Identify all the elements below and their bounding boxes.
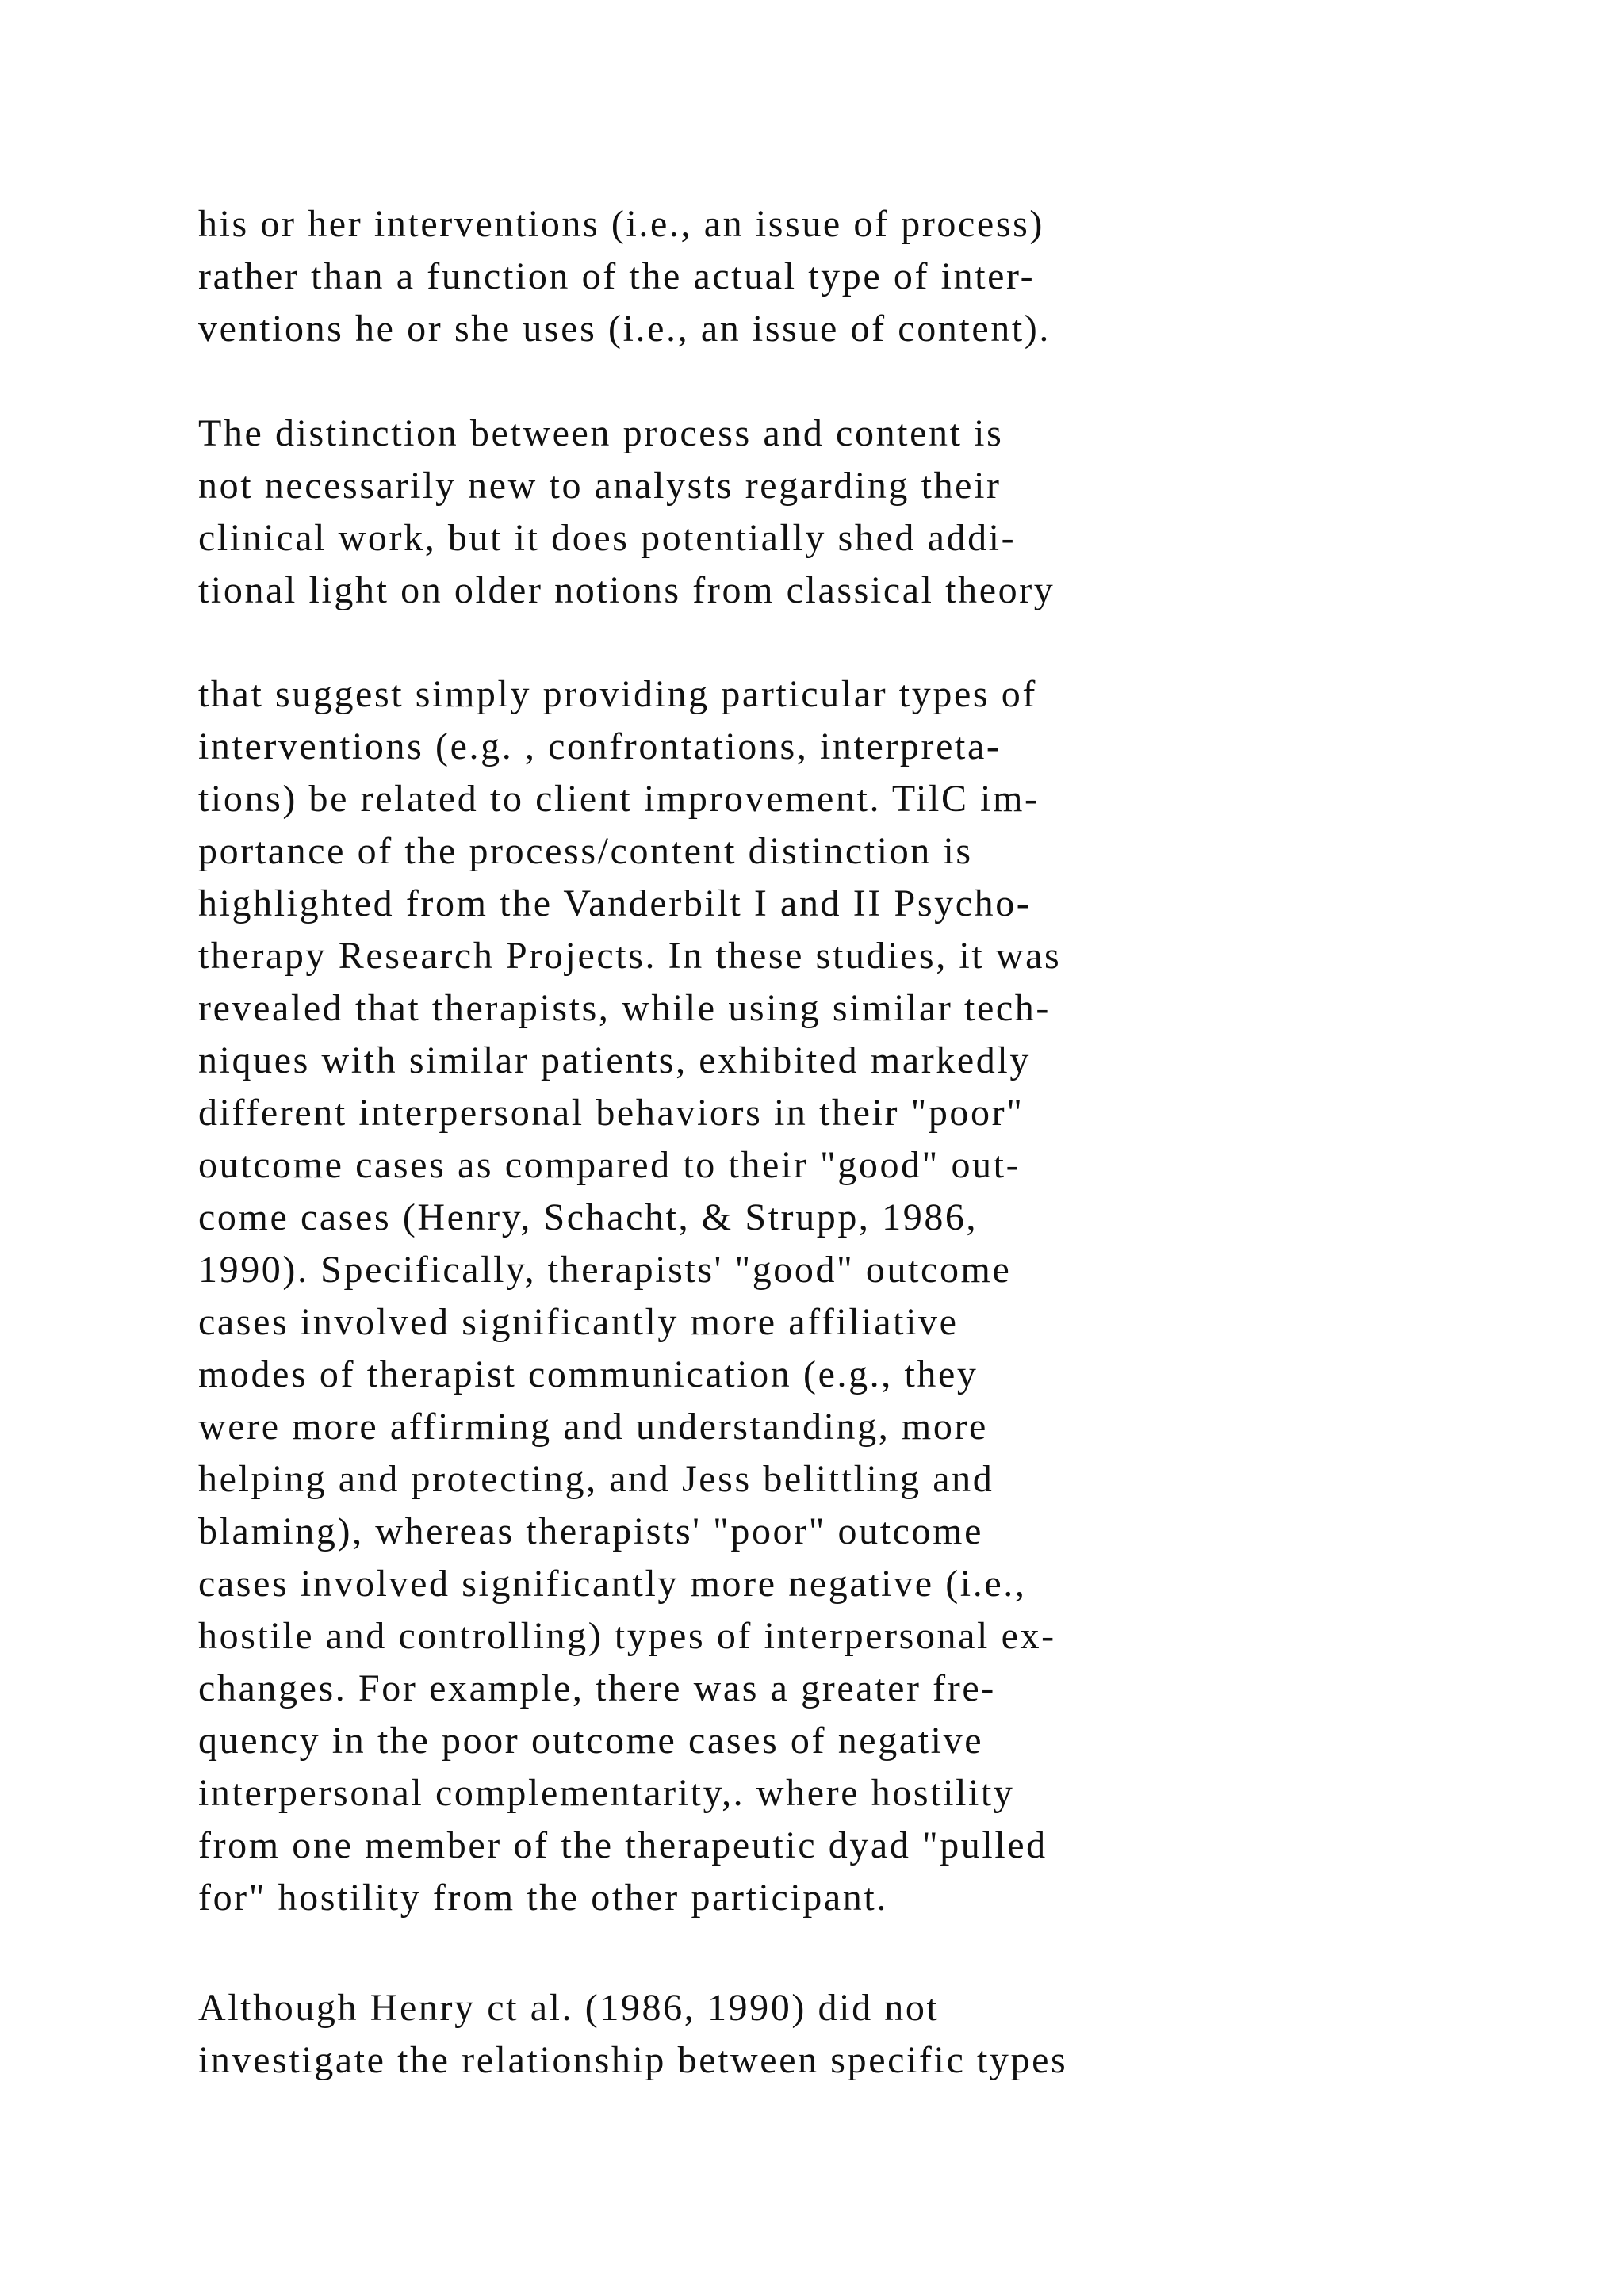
text-line: were more affirming and understanding, more (198, 1406, 988, 1448)
text-line: clinical work, but it does potentially shed addi- (198, 517, 1017, 559)
text-line: ventions he or she uses (i.e., an issue of content). (198, 308, 1051, 350)
text-line: rather than a function of the actual type of inter- (198, 255, 1036, 297)
text-line: tions) be related to client improvement. TilC im- (198, 778, 1040, 820)
text-line: interventions (e.g. , confrontations, interpreta- (198, 725, 1002, 767)
text-line: portance of the process/content distinction is (198, 830, 973, 872)
text-line: The distinction between process and content is (198, 412, 1004, 454)
text-line: tional light on older notions from classical theory (198, 569, 1055, 611)
text-line: cases involved significantly more negative (i.e., (198, 1563, 1027, 1605)
text-line: helping and protecting, and Jess belittling and (198, 1458, 994, 1500)
text-line: blaming), whereas therapists' "poor" outcome (198, 1510, 984, 1552)
text-line: cases involved significantly more affiliative (198, 1301, 959, 1343)
text-line: that suggest simply providing particular types of (198, 673, 1037, 715)
paragraph (198, 1982, 1467, 2087)
text-line: changes. For example, there was a greater fre- (198, 1667, 996, 1709)
text-line: hostile and controlling) types of interpersonal ex- (198, 1615, 1056, 1657)
text-line: modes of therapist communication (e.g., they (198, 1353, 979, 1395)
text-line: revealed that therapists, while using similar tech- (198, 987, 1051, 1029)
text-line: investigate the relationship between specific types (198, 2039, 1068, 2081)
text-line: therapy Research Projects. In these studies, it was (198, 935, 1062, 977)
text-line: quency in the poor outcome cases of negative (198, 1720, 984, 1762)
text-line: interpersonal complementarity,. where hostility (198, 1772, 1015, 1814)
text-line: niques with similar patients, exhibited markedly (198, 1039, 1031, 1081)
text-line: from one member of the therapeutic dyad "pulled (198, 1824, 1048, 1866)
text-line: different interpersonal behaviors in their "poor" (198, 1092, 1025, 1134)
paragraph (198, 408, 1467, 617)
text-line: 1990). Specifically, therapists' "good" outcome (198, 1249, 1012, 1291)
text-line: highlighted from the Vanderbilt I and II Psycho- (198, 882, 1032, 924)
text-line: Although Henry ct al. (1986, 1990) did not (198, 1987, 940, 2029)
text-line: for" hostility from the other participant. (198, 1877, 888, 1919)
paragraph (198, 198, 1467, 355)
text-line: his or her interventions (i.e., an issue of process) (198, 203, 1044, 245)
text-line: outcome cases as compared to their "good" out- (198, 1144, 1021, 1186)
paragraph (198, 668, 1467, 1924)
text-line: not necessarily new to analysts regarding their (198, 465, 1002, 507)
text-line: come cases (Henry, Schacht, & Strupp, 1986, (198, 1196, 979, 1238)
